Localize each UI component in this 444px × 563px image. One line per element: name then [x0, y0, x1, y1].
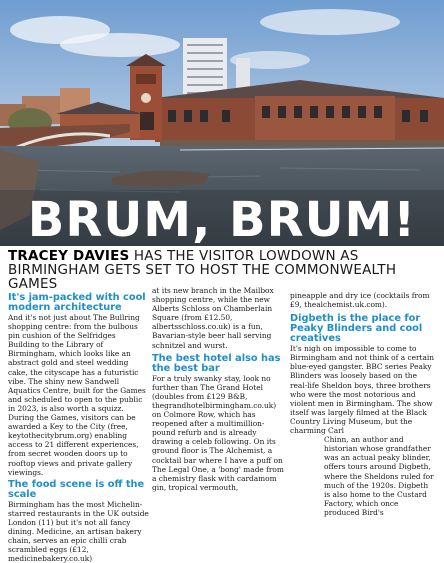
- subhead-digbeth: Digbeth is the place for Peaky Blinders and cool creatives: [290, 313, 423, 345]
- paragraph-digbeth: It's nigh on impossible to come to Birmingham and not think of a certain blue-eyed gangster. BBC series Peaky Blinders was loosely based on the real-life Sheldon boys, three brothers who were the most notorious and violent men in Birmingham. The show itself was largely filmed at the Black Country Living Museum, but the charming Carl: [290, 344, 435, 436]
- paragraph-food-cont: at its new branch in the Mailbox shopping centre, while the new Alberts Schloss on Chamberlain Square (from £12.50, albertsschloss.co.uk) is a fun, Bavarian-style beer hall serving schnitzel and wurst.: [152, 286, 274, 350]
- subhead-food: The food scene is off the scale: [8, 478, 145, 500]
- subhead-architecture: It's jam-packed with cool modern architecture: [8, 292, 146, 313]
- paragraph-digbeth-cont: Chinn, an author and historian whose grandfather was an actual peaky blinder, offers tours around Digbeth, where the Sheldons ruled for much of the 1920s. Digbeth is also home to the Custard Factory, which once produced Bird's: [324, 435, 434, 517]
- paragraph-hotel: For a truly swanky stay, look no further than The Grand Hotel (doubles from £129 B&B, thegrandhotelbirmingham.co.uk) on Colmore Row, which has reopened after a multimillion-pound refurb and is already drawing a celeb following. On its ground floor is The Alchemist, a cocktail bar where I have a puff on The Legal One, a 'bong' made from a chemistry flask with cardamom gin, tropical vermouth,: [152, 373, 284, 492]
- article-column-1: [8, 293, 149, 563]
- paragraph-food: Birmingham has the most Michelin-starred restaurants in the UK outside London (11) but it's not all fancy dining. Medicine, an artisan bakery chain, serves an epic chilli crab scrambled eggs (£12, medicinebakery.co.uk): [8, 499, 149, 563]
- author-name: TRACEY DAVIES: [8, 248, 130, 264]
- headline: BRUM, BRUM!: [27, 192, 417, 248]
- article-column-3: [290, 291, 436, 517]
- paragraph-hotel-cont: pineapple and dry ice (cocktails from £9, thealchemist.uk.com).: [290, 291, 430, 310]
- standfirst: [8, 249, 438, 291]
- paragraph-architecture: And it's not just about The Bullring shopping centre: from the bulbous pin cushion of the Selfridges Building to the Library of Birmingham, which looks like an abstract gold and steel wedding cake, the cityscape has a futuristic vibe. The shiny new Sandwell Aquatics Centre, built for the Games and scheduled to open to the public in 2023, is also worth a squizz. During the Games, visitors can be awarded a Key to the City (free, keytothecitybrum.org) enabling access to 21 different experiences, from secret wooden doors up to rooftop views and private gallery viewings.: [8, 313, 146, 477]
- subhead-hotel: The best hotel also has the best bar: [152, 352, 281, 374]
- article-column-2: [152, 286, 285, 492]
- standfirst-text: HAS THE VISITOR LOWDOWN AS BIRMINGHAM GETS SET TO HOST THE COMMONWEALTH GAMES: [8, 248, 397, 292]
